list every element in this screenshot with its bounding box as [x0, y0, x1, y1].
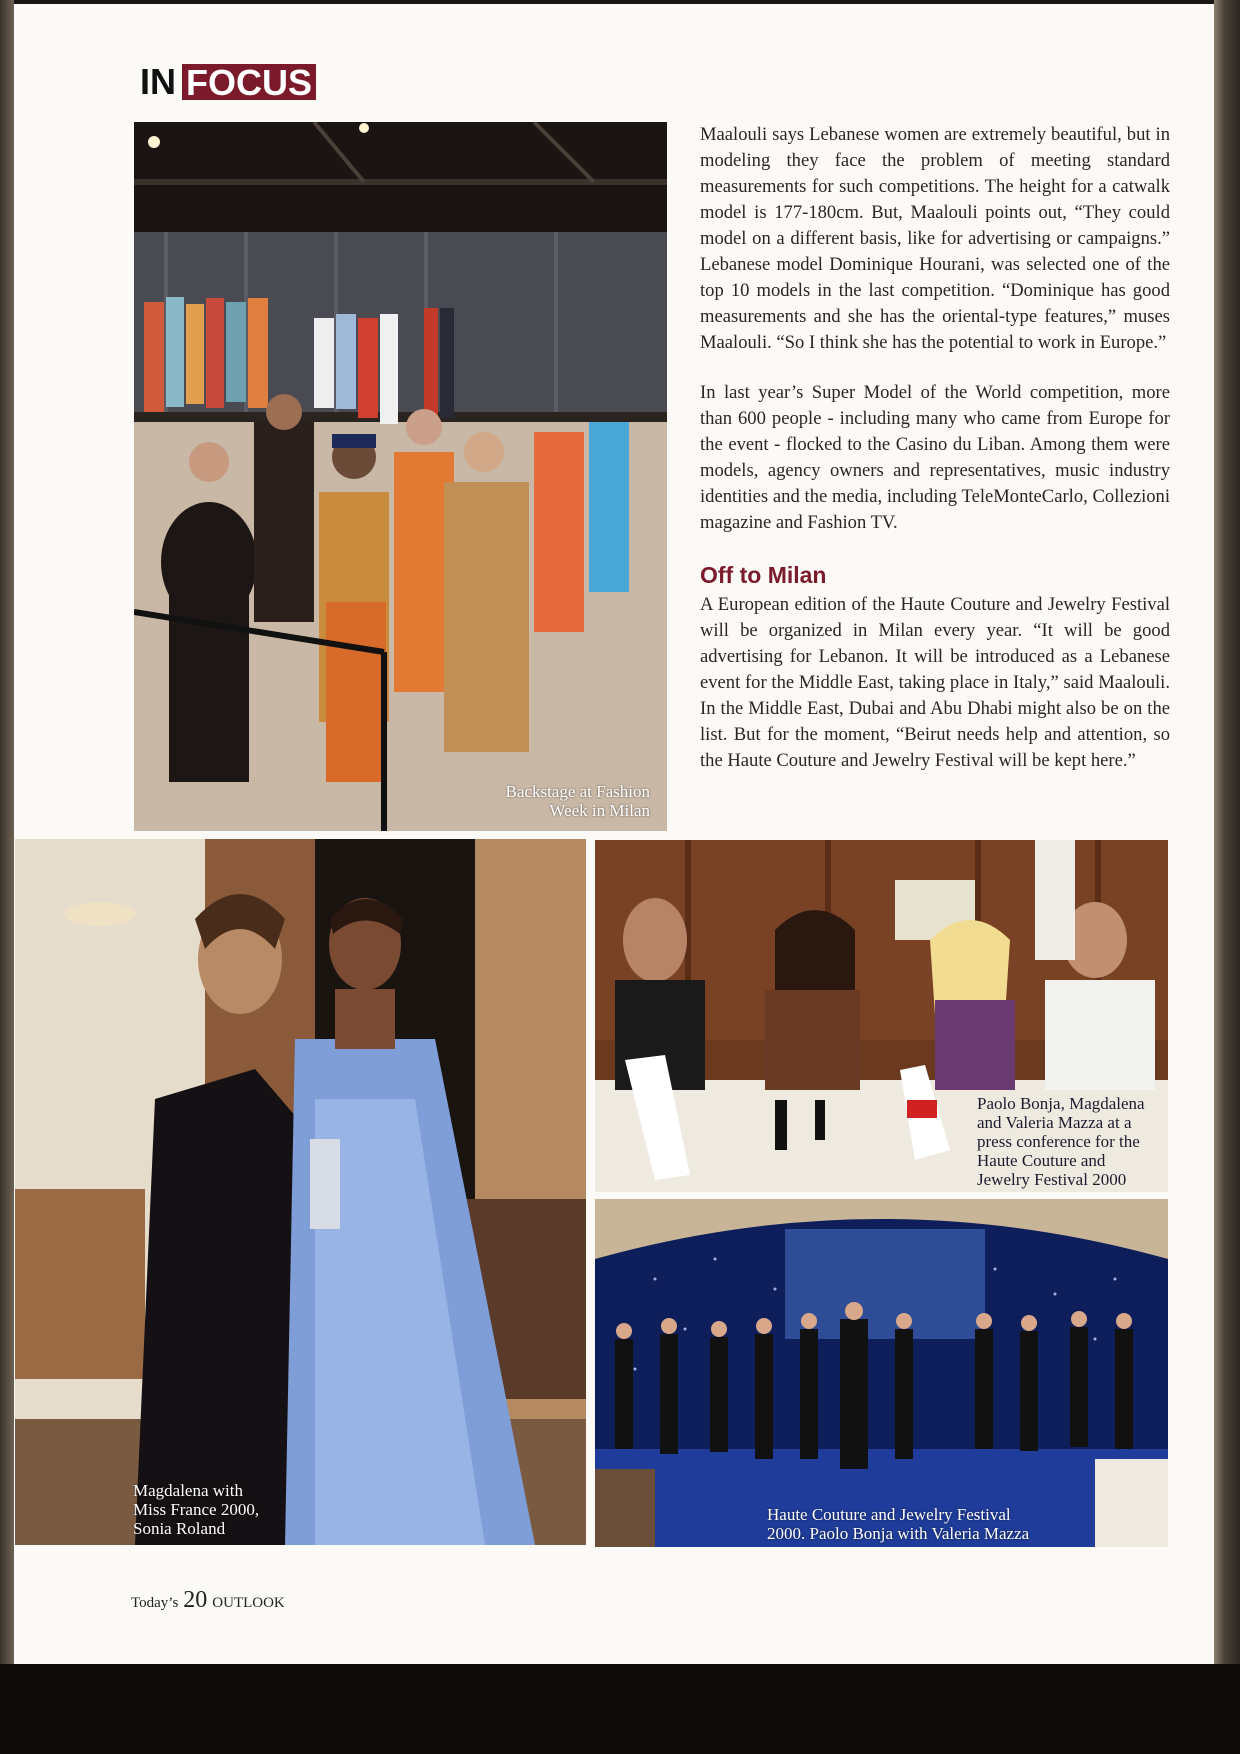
- caption-runway: [767, 1505, 1167, 1543]
- photo-backstage-image: [134, 122, 667, 831]
- caption-press-line5: Jewelry Festival 2000: [977, 1170, 1127, 1189]
- photo-runway: [595, 1199, 1168, 1547]
- caption-press-line3: press conference for the: [977, 1132, 1140, 1151]
- caption-magdalena-line3: Sonia Roland: [133, 1519, 226, 1538]
- caption-magdalena-line2: Miss France 2000,: [133, 1500, 260, 1519]
- photo-runway-image: [595, 1199, 1168, 1547]
- caption-backstage: [466, 782, 650, 820]
- article-paragraph-1: Maalouli says Lebanese women are extremely beautiful, but in modeling they face the problem of meeting standard measurements for such competitions. The height for a catwalk model is 177-180cm. But, Maalouli points out, “They could model on a different basis, like for advertising or campaigns.” Lebanese model Dominique Hourani, was selected one of the top 10 models in the last competition. “Dominique has good measurements and she has the oriental-type features,” muses Maalouli. “So I think she has the potential to work in Europe.”: [700, 124, 1170, 353]
- caption-runway-line2: 2000. Paolo Bonja with Valeria Mazza: [767, 1524, 1030, 1543]
- caption-backstage-line1: Backstage at Fashion: [505, 782, 650, 801]
- photo-magdalena: [15, 839, 586, 1545]
- caption-press-line4: Haute Couture and: [977, 1151, 1106, 1170]
- caption-runway-line1: Haute Couture and Jewelry Festival: [767, 1505, 1011, 1524]
- page-footer: [131, 1587, 285, 1614]
- article-paragraph-3: A European edition of the Haute Couture and Jewelry Festival will be organized in Milan every year. “It will be good advertising for Lebanon. It will be introduced as a Lebanese event for the Middle East, taking place in Italy,” said Maalouli. In the Middle East, Dubai and Abu Dhabi might also be on the list. But for the moment, “Beirut needs help and attention, so the Haute Couture and Jewelry Festival will be kept here.”: [700, 594, 1170, 771]
- page-edge-left: [0, 0, 14, 1754]
- footer-prefix: Today’s: [131, 1595, 179, 1611]
- page-shadow-right: [1214, 0, 1240, 1700]
- caption-press-line2: and Valeria Mazza at a: [977, 1113, 1132, 1132]
- caption-magdalena: [133, 1481, 333, 1538]
- caption-press-conference: [977, 1094, 1167, 1189]
- article-subhead: Off to Milan: [700, 562, 827, 588]
- photo-magdalena-image: [15, 839, 586, 1545]
- page-number: 20: [183, 1587, 208, 1613]
- section-label-in: IN: [140, 61, 176, 102]
- caption-press-line1: Paolo Bonja, Magdalena: [977, 1094, 1145, 1113]
- article-column: [700, 122, 1170, 798]
- scan-background: [0, 1664, 1240, 1754]
- caption-backstage-line2: Week in Milan: [549, 801, 650, 820]
- photo-backstage: [134, 122, 667, 831]
- article-paragraph-2: In last year’s Super Model of the World competition, more than 600 people - including many who came from Europe for the event - flocked to the Casino du Liban. Among them were models, agency owners and representatives, music industry identities and the media, including TeleMonteCarlo, Collezioni magazine and Fashion TV.: [700, 382, 1170, 533]
- caption-magdalena-line1: Magdalena with: [133, 1481, 243, 1500]
- section-label: [140, 61, 316, 103]
- section-label-focus: FOCUS: [182, 64, 316, 100]
- footer-suffix: OUTLOOK: [212, 1595, 285, 1611]
